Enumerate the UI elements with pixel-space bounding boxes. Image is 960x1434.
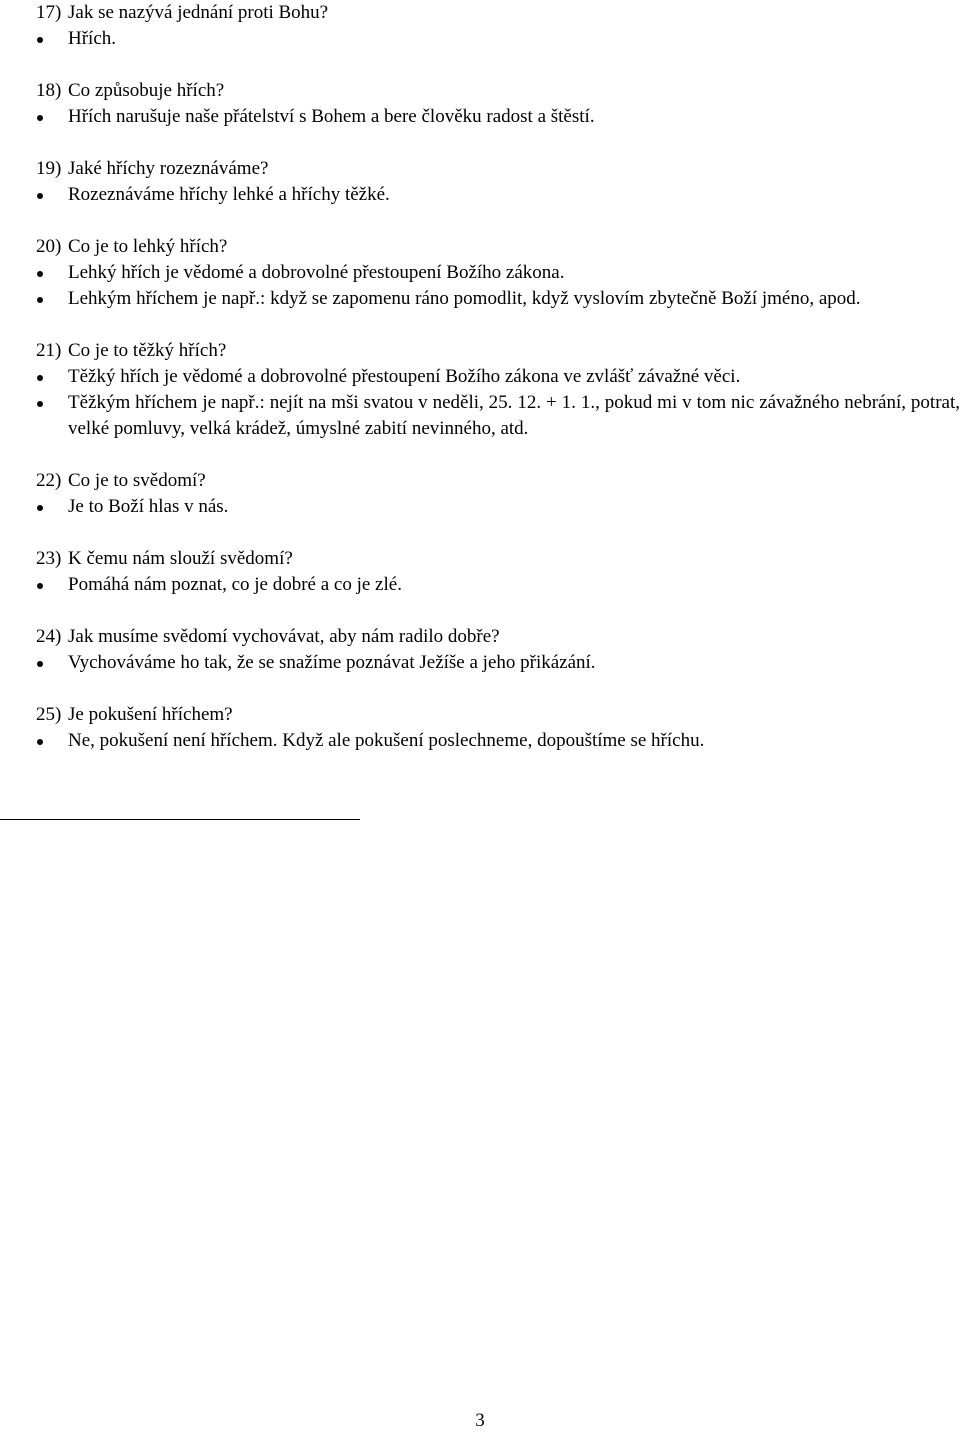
question-text: Jak se nazývá jednání proti Bohu? xyxy=(68,2,329,23)
question-number: 21) xyxy=(36,340,62,361)
qa-block xyxy=(0,0,960,52)
bullet-icon xyxy=(37,297,43,303)
question-number: 22) xyxy=(36,470,62,491)
question xyxy=(0,702,960,728)
bullet-icon xyxy=(37,375,43,381)
answer-text: Ne, pokušení není hříchem. Když ale pokušení poslechneme, dopouštíme se hříchu. xyxy=(68,730,705,751)
question-text: Jak musíme svědomí vychovávat, aby nám radilo dobře? xyxy=(68,626,500,647)
page-number: 3 xyxy=(475,1410,485,1431)
question-text: Co je to těžký hřích? xyxy=(68,340,227,361)
bullet-icon xyxy=(37,115,43,121)
answer xyxy=(0,286,960,312)
qa-block xyxy=(0,338,960,442)
question-text: Je pokušení hříchem? xyxy=(68,704,233,725)
bullet-icon xyxy=(37,583,43,589)
question xyxy=(0,468,960,494)
question-number: 23) xyxy=(36,548,62,569)
question-text: Co je to lehký hřích? xyxy=(68,236,228,257)
bullet-icon xyxy=(37,401,43,407)
question-number: 20) xyxy=(36,236,62,257)
question-number: 19) xyxy=(36,158,62,179)
qa-block xyxy=(0,702,960,754)
answer-text: Vychováváme ho tak, že se snažíme poznávat Ježíše a jeho přikázání. xyxy=(68,652,596,673)
answer-text: Těžkým hříchem je např.: nejít na mši svatou v neděli, 25. 12. + 1. 1., pokud mi v tom nic závažného nebrání, potrat, velké pomluvy, velká krádež, úmyslné zabití nevinného, atd. xyxy=(68,392,960,439)
bullet-icon xyxy=(37,193,43,199)
answer xyxy=(0,364,960,390)
bullet-icon xyxy=(37,37,43,43)
question-text: K čemu nám slouží svědomí? xyxy=(68,548,293,569)
question-text: Co způsobuje hřích? xyxy=(68,80,225,101)
qa-block xyxy=(0,546,960,598)
answer xyxy=(0,390,960,442)
answer-text: Je to Boží hlas v nás. xyxy=(68,496,229,517)
answer xyxy=(0,728,960,754)
question-text: Jaké hříchy rozeznáváme? xyxy=(68,158,269,179)
question xyxy=(0,156,960,182)
answer-text: Lehký hřích je vědomé a dobrovolné přestoupení Božího zákona. xyxy=(68,262,565,283)
question-number: 25) xyxy=(36,704,62,725)
question xyxy=(0,234,960,260)
question-number: 18) xyxy=(36,80,62,101)
answer xyxy=(0,26,960,52)
answer xyxy=(0,572,960,598)
question xyxy=(0,546,960,572)
answer xyxy=(0,104,960,130)
qa-block xyxy=(0,78,960,130)
question-number: 17) xyxy=(36,2,62,23)
answer-text: Hřích. xyxy=(68,28,117,49)
answer xyxy=(0,182,960,208)
question xyxy=(0,338,960,364)
qa-block xyxy=(0,234,960,312)
bullet-icon xyxy=(37,271,43,277)
answer xyxy=(0,494,960,520)
answer-text: Hřích narušuje naše přátelství s Bohem a bere člověku radost a štěstí. xyxy=(68,106,595,127)
qa-block xyxy=(0,468,960,520)
bullet-icon xyxy=(37,739,43,745)
question xyxy=(0,78,960,104)
question-text: Co je to svědomí? xyxy=(68,470,206,491)
question xyxy=(0,0,960,26)
bullet-icon xyxy=(37,661,43,667)
answer-text: Pomáhá nám poznat, co je dobré a co je zlé. xyxy=(68,574,402,595)
qa-block xyxy=(0,156,960,208)
bullet-icon xyxy=(37,505,43,511)
answer-text: Rozeznáváme hříchy lehké a hříchy těžké. xyxy=(68,184,390,205)
question-number: 24) xyxy=(36,626,62,647)
answer-text: Těžký hřích je vědomé a dobrovolné přestoupení Božího zákona ve zvlášť závažné věci. xyxy=(68,366,741,387)
answer xyxy=(0,650,960,676)
answer xyxy=(0,260,960,286)
answer-text: Lehkým hříchem je např.: když se zapomenu ráno pomodlit, když vyslovím zbytečně Boží jméno, apod. xyxy=(68,288,861,309)
question xyxy=(0,624,960,650)
footnote-separator xyxy=(0,819,360,820)
qa-block xyxy=(0,624,960,676)
